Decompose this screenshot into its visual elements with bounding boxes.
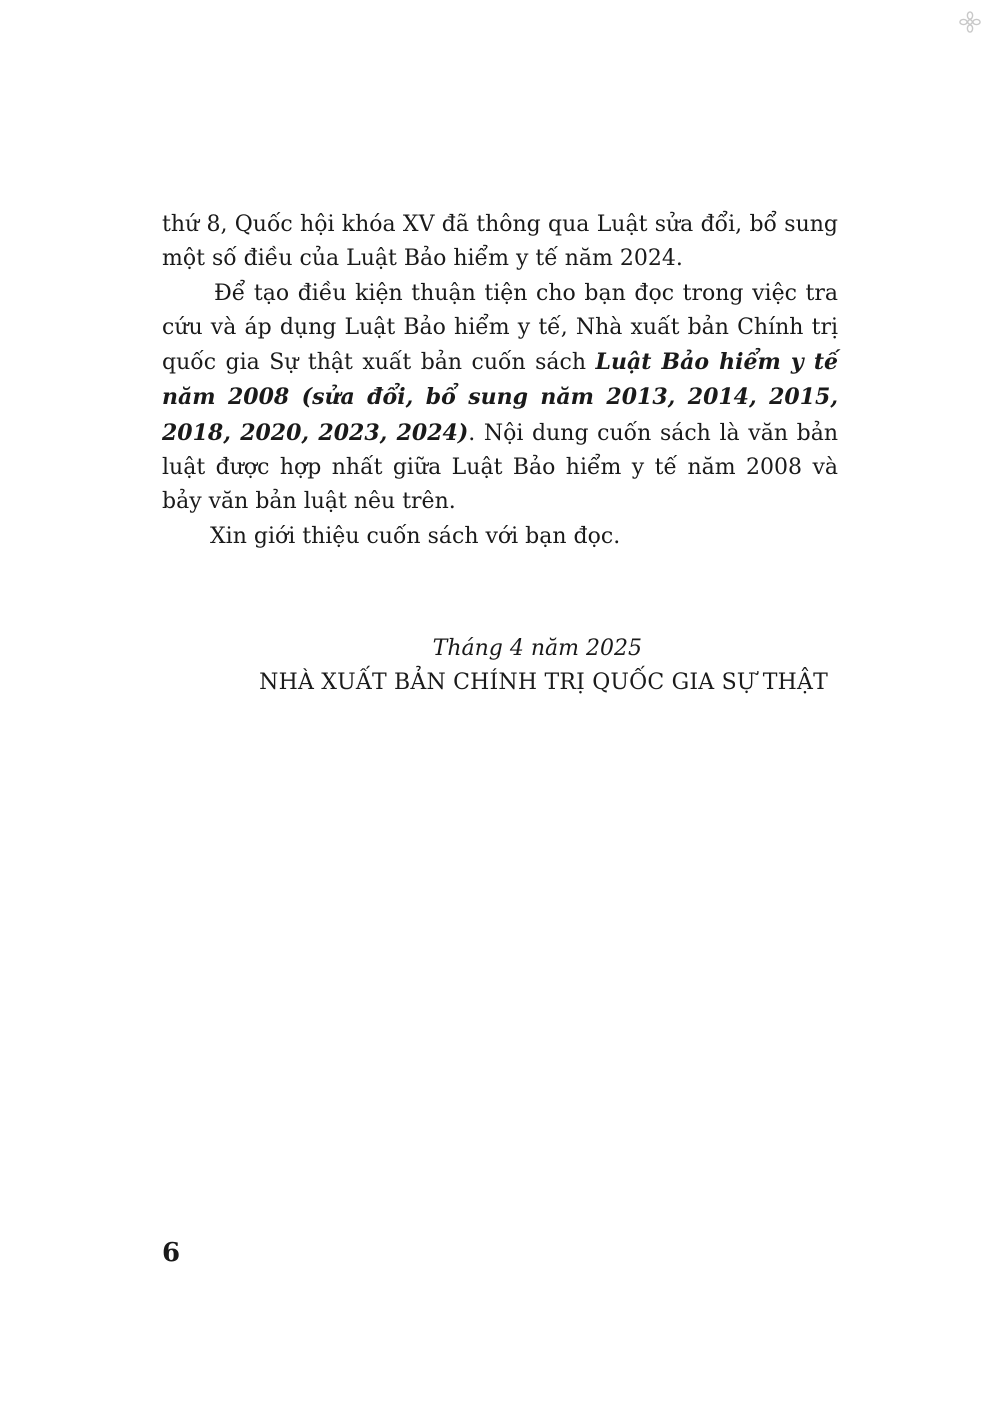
body-text: [162, 208, 838, 554]
paragraph-lead-text: Để tạo điều kiện thuận tiện cho bạn đọc trong việc tra cứu và áp dụng Luật Bảo hiểm y tế, Nhà xuất bản Chính trị quốc gia Sự thật xuất bản cuốn sách: [162, 280, 838, 376]
paragraph-continuation: thứ 8, Quốc hội khóa XV đã thông qua Luật sửa đổi, bổ sung một số điều của Luật Bảo hiểm y tế năm 2024.: [162, 212, 838, 272]
flower-ornament-icon: [958, 10, 982, 34]
signature-date: Tháng 4 năm 2025: [432, 636, 642, 661]
book-title: Luật Bảo hiểm y tế năm 2008 (sửa đổi, bổ sung năm 2013, 2014, 2015, 2018, 2020, 2023, 2024): [162, 349, 838, 446]
paragraph-introduction: [162, 277, 838, 520]
signature-block: [162, 632, 838, 700]
page-number: 6: [162, 1238, 181, 1268]
publisher-name: NHÀ XUẤT BẢN CHÍNH TRỊ QUỐC GIA SỰ THẬT: [259, 670, 828, 695]
paragraph-closing: Xin giới thiệu cuốn sách với bạn đọc.: [210, 523, 621, 549]
paragraph-tail-text: . Nội dung cuốn sách là văn bản luật được hợp nhất giữa Luật Bảo hiểm y tế năm 2008 và bảy văn bản luật nêu trên.: [162, 420, 838, 515]
